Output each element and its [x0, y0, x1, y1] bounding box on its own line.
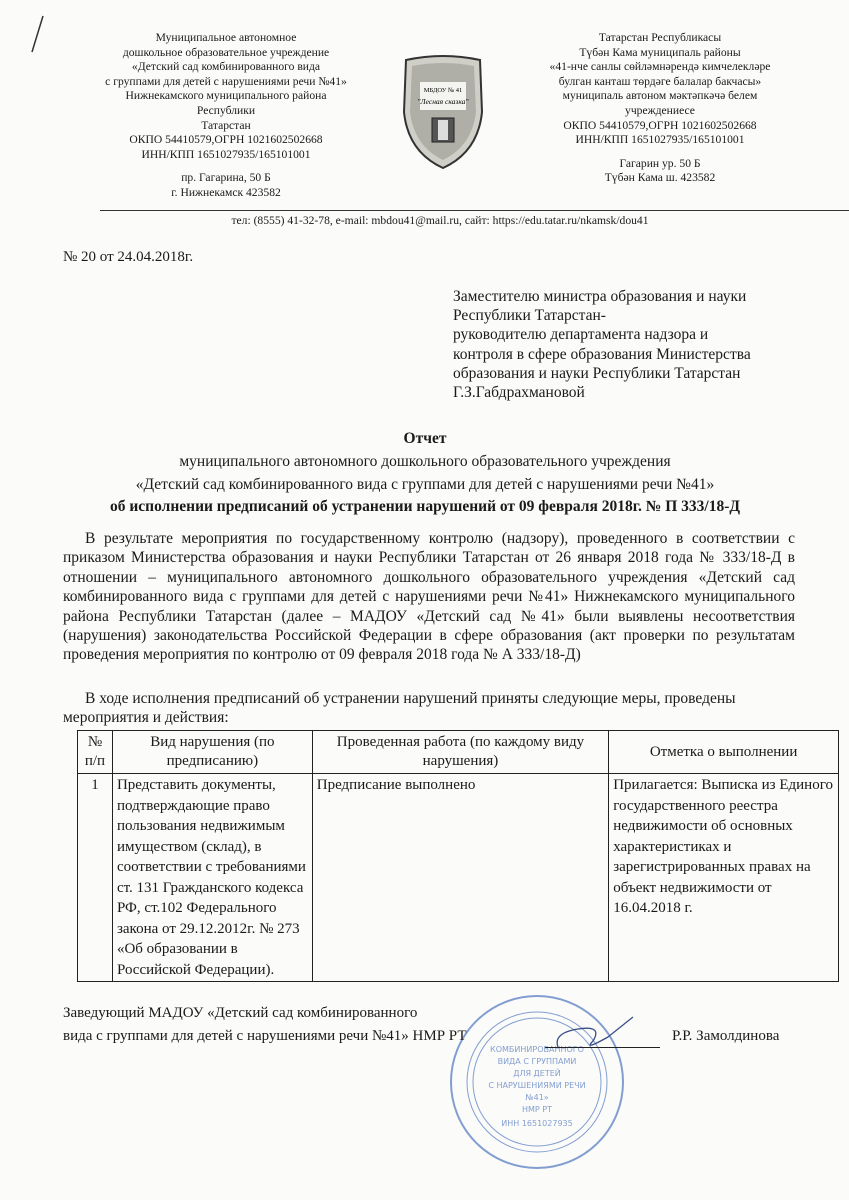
- work-cell: Предписание выполнено: [312, 774, 608, 982]
- column-header: Вид нарушения (по предписанию): [112, 731, 312, 774]
- report-heading: Отчет: [403, 430, 447, 447]
- signatory-name: Р.Р. Замолдинова: [672, 1028, 780, 1044]
- header-right-line: ИНН/КПП 1651027935/165101001: [575, 133, 745, 147]
- header-right-line: ОКПО 54410579,ОГРН 1021602502668: [563, 118, 757, 132]
- header-right-line: муниципаль автоном мәктәпкәчә белем: [562, 89, 758, 103]
- header-right-line: учреждениесе: [625, 103, 695, 117]
- document-number: № 20 от 24.04.2018г.: [63, 249, 194, 265]
- completion-mark-cell: Прилагается: Выписка из Единого государственного реестра недвижимости об основных характеристиках и зарегистрированных правах на объект недвижимости от 16.04.2018 г.: [609, 774, 839, 982]
- header-left-line: Татарстан: [201, 118, 251, 132]
- signatory-title: Заведующий МАДОУ «Детский сад комбинированного: [63, 1005, 418, 1021]
- body-paragraph: В ходе исполнения предписаний об устранении нарушений приняты следующие меры, проведены мероприятия и действия:: [63, 690, 736, 727]
- header-left-line: Нижнекамского муниципального района Республики: [125, 89, 327, 117]
- addressee-line: Заместителю министра образования и науки: [453, 288, 747, 305]
- header-right-line: Татарстан Республикасы: [598, 31, 722, 44]
- addressee-block: [453, 287, 803, 402]
- addressee-line: Республики Татарстан-: [453, 307, 606, 325]
- addressee-line: контроля в сфере образования Министерства: [453, 345, 751, 363]
- violation-cell: Представить документы, подтверждающие право пользования недвижимым имуществом (склад), в соответствии с требованиями ст. 131 Гражданского кодекса РФ, ст.102 Федерального закона от 29.12.2012г. № 273 «Об образовании в Российской Федерации).: [112, 774, 312, 982]
- header-left-line: ИНН/КПП 1651027935/165101001: [141, 147, 311, 161]
- report-subtitle: «Детский сад комбинированного вида с группами для детей с нарушениями речи №41»: [135, 476, 715, 493]
- header-left-line: ОКПО 54410579,ОГРН 1021602502668: [129, 133, 323, 147]
- report-subject: об исполнении предписаний об устранении нарушений от 09 февраля 2018г. № П 333/18-Д: [109, 498, 741, 515]
- addressee-line: образования и науки Республики Татарстан: [453, 364, 741, 382]
- header-right-block: [520, 31, 800, 186]
- column-header: № п/п: [78, 731, 113, 774]
- stamp-text: НМР РТ: [522, 1105, 552, 1114]
- table-header-row: [78, 731, 839, 774]
- header-left-address: г. Нижнекамск 423582: [171, 185, 281, 199]
- row-number: 1: [78, 774, 113, 982]
- logo-text: МБДОУ № 41: [423, 87, 463, 94]
- header-divider: [100, 210, 849, 211]
- stamp-text: КОМБИНИРОВАННОГО: [490, 1045, 584, 1054]
- header-left-line: «Детский сад комбинированного вида: [131, 60, 321, 74]
- institution-logo: [398, 52, 488, 172]
- header-left-block: [95, 31, 357, 201]
- header-right-line: «41-нче санлы сөйләмнәрендә кимчелекләре: [549, 60, 771, 74]
- report-subtitle: муниципального автономного дошкольного образовательного учреждения: [179, 453, 671, 470]
- stamp-text: ВИДА С ГРУППАМИ: [497, 1057, 577, 1066]
- header-left-line: дошкольное образовательное учреждение: [122, 45, 330, 59]
- header-left-line: с группами для детей с нарушениями речи №41»: [105, 74, 347, 88]
- body-paragraph: В результате мероприятия по государственному контролю (надзору), проведенного в соответствии с приказом Министерства образования и науки Республики Татарстан от 26 января 2018 года № 333/18-Д в отношении – муниципального автономного дошкольного образовательного учреждения «Детский сад комбинированного вида с группами для детей с нарушениями речи №41» Нижнекамского муниципального района Республики Татарстан (далее – МАДОУ «Детский сад №41» были выявлены несоответствия (нарушения) законодательства Российской Федерации в сфере образования (акт проверки по результатам проведения мероприятия по контролю от 09 февраля 2018 года № А 333/18-Д): [63, 530, 795, 664]
- stamp-text: ДЛЯ ДЕТЕЙ: [513, 1069, 561, 1078]
- stamp-text: №41»: [525, 1093, 549, 1102]
- pen-mark: [28, 14, 48, 54]
- header-right-line: Түбән Кама муниципаль районы: [579, 45, 741, 59]
- column-header: Отметка о выполнении: [609, 731, 839, 774]
- measures-table: [77, 730, 839, 982]
- signatory-title: вида с группами для детей с нарушениями речи №41» НМР РТ: [63, 1028, 467, 1044]
- header-left-address: пр. Гагарина, 50 Б: [181, 171, 271, 185]
- addressee-line: Г.З.Габдрахмановой: [453, 384, 585, 402]
- contact-line: тел: (8555) 41-32-78, e-mail: mbdou41@mail.ru, сайт: https://edu.tatar.ru/nkamsk/dou41: [231, 214, 649, 227]
- table-row: [78, 774, 839, 982]
- stamp-text: ИНН 1651027935: [501, 1119, 573, 1128]
- stamp-text: С НАРУШЕНИЯМИ РЕЧИ: [488, 1081, 586, 1090]
- column-header: Проведенная работа (по каждому виду нарушения): [312, 731, 608, 774]
- logo-text: "Лесная сказка": [417, 97, 469, 106]
- addressee-line: руководителю департамента надзора и: [453, 326, 709, 344]
- header-right-address: Түбән Кама ш. 423582: [604, 171, 716, 185]
- handwritten-signature: [548, 1015, 638, 1055]
- header-left-line: Муниципальное автономное: [155, 31, 297, 44]
- header-right-address: Гагарин ур. 50 Б: [619, 156, 701, 170]
- header-right-line: булган канташ төрдәге балалар бакчасы»: [558, 74, 762, 88]
